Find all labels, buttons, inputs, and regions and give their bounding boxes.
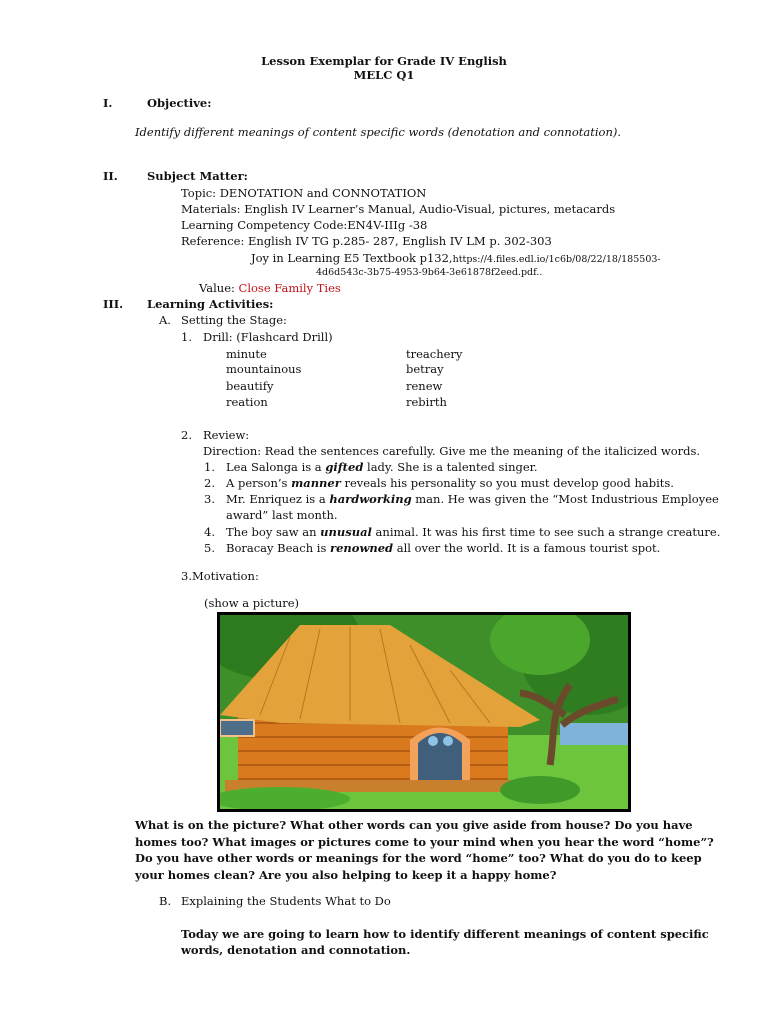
sentence-number: 1. — [204, 460, 215, 474]
sentence-text: Mr. Enriquez is a hardworking man. He was given the “Most Industrious Employee — [226, 492, 719, 506]
materials-line: Materials: English IV Learner’s Manual, Audio-Visual, pictures, metacards — [181, 202, 616, 216]
drill-heading: Drill: (Flashcard Drill) — [203, 330, 333, 344]
topic-line: Topic: DENOTATION and CONNOTATION — [181, 186, 427, 200]
activities-numeral: III. — [103, 297, 124, 311]
objective-numeral: I. — [103, 96, 113, 110]
house-illustration — [217, 612, 631, 812]
competency-line: Learning Competency Code:EN4V-IIIg -38 — [181, 218, 428, 232]
review-number: 2. — [181, 428, 192, 442]
motivation-heading: 3.Motivation: — [181, 569, 259, 583]
drill-number: 1. — [181, 330, 192, 344]
setting-letter: A. — [159, 313, 171, 327]
sentence-continuation: award” last month. — [226, 508, 338, 522]
sentence-text: The boy saw an unusual animal. It was his first time to see such a strange creature. — [226, 525, 721, 539]
explain-heading: Explaining the Students What to Do — [181, 894, 391, 908]
drill-word-left: reation — [226, 395, 268, 409]
sentence-number: 4. — [204, 525, 215, 539]
reference-line: Reference: English IV TG p.285- 287, English IV LM p. 302-303 — [181, 234, 552, 248]
drill-word-right: rebirth — [406, 395, 447, 409]
drill-word-right: betray — [406, 362, 444, 376]
setting-heading: Setting the Stage: — [181, 313, 287, 327]
doc-subtitle: MELC Q1 — [353, 68, 415, 82]
sentence-text: A person’s manner reveals his personality so you must develop good habits. — [226, 476, 674, 490]
value-line — [199, 281, 341, 295]
objective-text: Identify different meanings of content specific words (denotation and connotation). — [135, 125, 622, 139]
value-label: Value: — [199, 281, 239, 295]
joy-url-1[interactable]: https://4.files.edl.io/1c6b/08/22/18/185503- — [452, 254, 661, 265]
sentence-text: Boracay Beach is renowned all over the world. It is a famous tourist spot. — [226, 541, 661, 555]
sentence-number: 2. — [204, 476, 215, 490]
sentence-text: Lea Salonga is a gifted lady. She is a talented singer. — [226, 460, 538, 474]
drill-word-right: treachery — [406, 347, 463, 361]
joy-url-2[interactable]: 4d6d543c-3b75-4953-9b64-3e61878f2eed.pdf.. — [316, 267, 543, 278]
objective-heading: Objective: — [147, 96, 212, 110]
motivation-questions: What is on the picture? What other words can you give aside from house? Do you have homes too? What images or pictures come to your mind when you hear the word “home”? Do you have other words or meanings for the word “home” too? What do you do to keep your homes clean? Are you also helping to keep it a happy home? — [135, 818, 714, 882]
doc-title: Lesson Exemplar for Grade IV English — [261, 54, 507, 68]
subject-heading: Subject Matter: — [147, 169, 248, 183]
explain-letter: B. — [159, 894, 172, 908]
subject-numeral: II. — [103, 169, 118, 183]
review-heading: Review: — [203, 428, 250, 442]
show-picture-note: (show a picture) — [204, 596, 300, 610]
drill-word-left: beautify — [226, 379, 274, 393]
sentence-number: 3. — [204, 492, 215, 506]
joy-reference — [251, 251, 661, 267]
activities-heading: Learning Activities: — [147, 297, 274, 311]
value-text: Close Family Ties — [238, 281, 341, 295]
review-direction: Direction: Read the sentences carefully. Give me the meaning of the italicized words. — [203, 444, 701, 458]
sentence-number: 5. — [204, 541, 215, 555]
today-statement: Today we are going to learn how to identify different meanings of content specific words, denotation and connotation. — [181, 927, 709, 957]
drill-word-left: mountainous — [226, 362, 302, 376]
drill-word-left: minute — [226, 347, 267, 361]
joy-text: Joy in Learning E5 Textbook p132, — [251, 251, 453, 265]
drill-word-right: renew — [406, 379, 443, 393]
house-illustration-svg — [220, 615, 628, 809]
